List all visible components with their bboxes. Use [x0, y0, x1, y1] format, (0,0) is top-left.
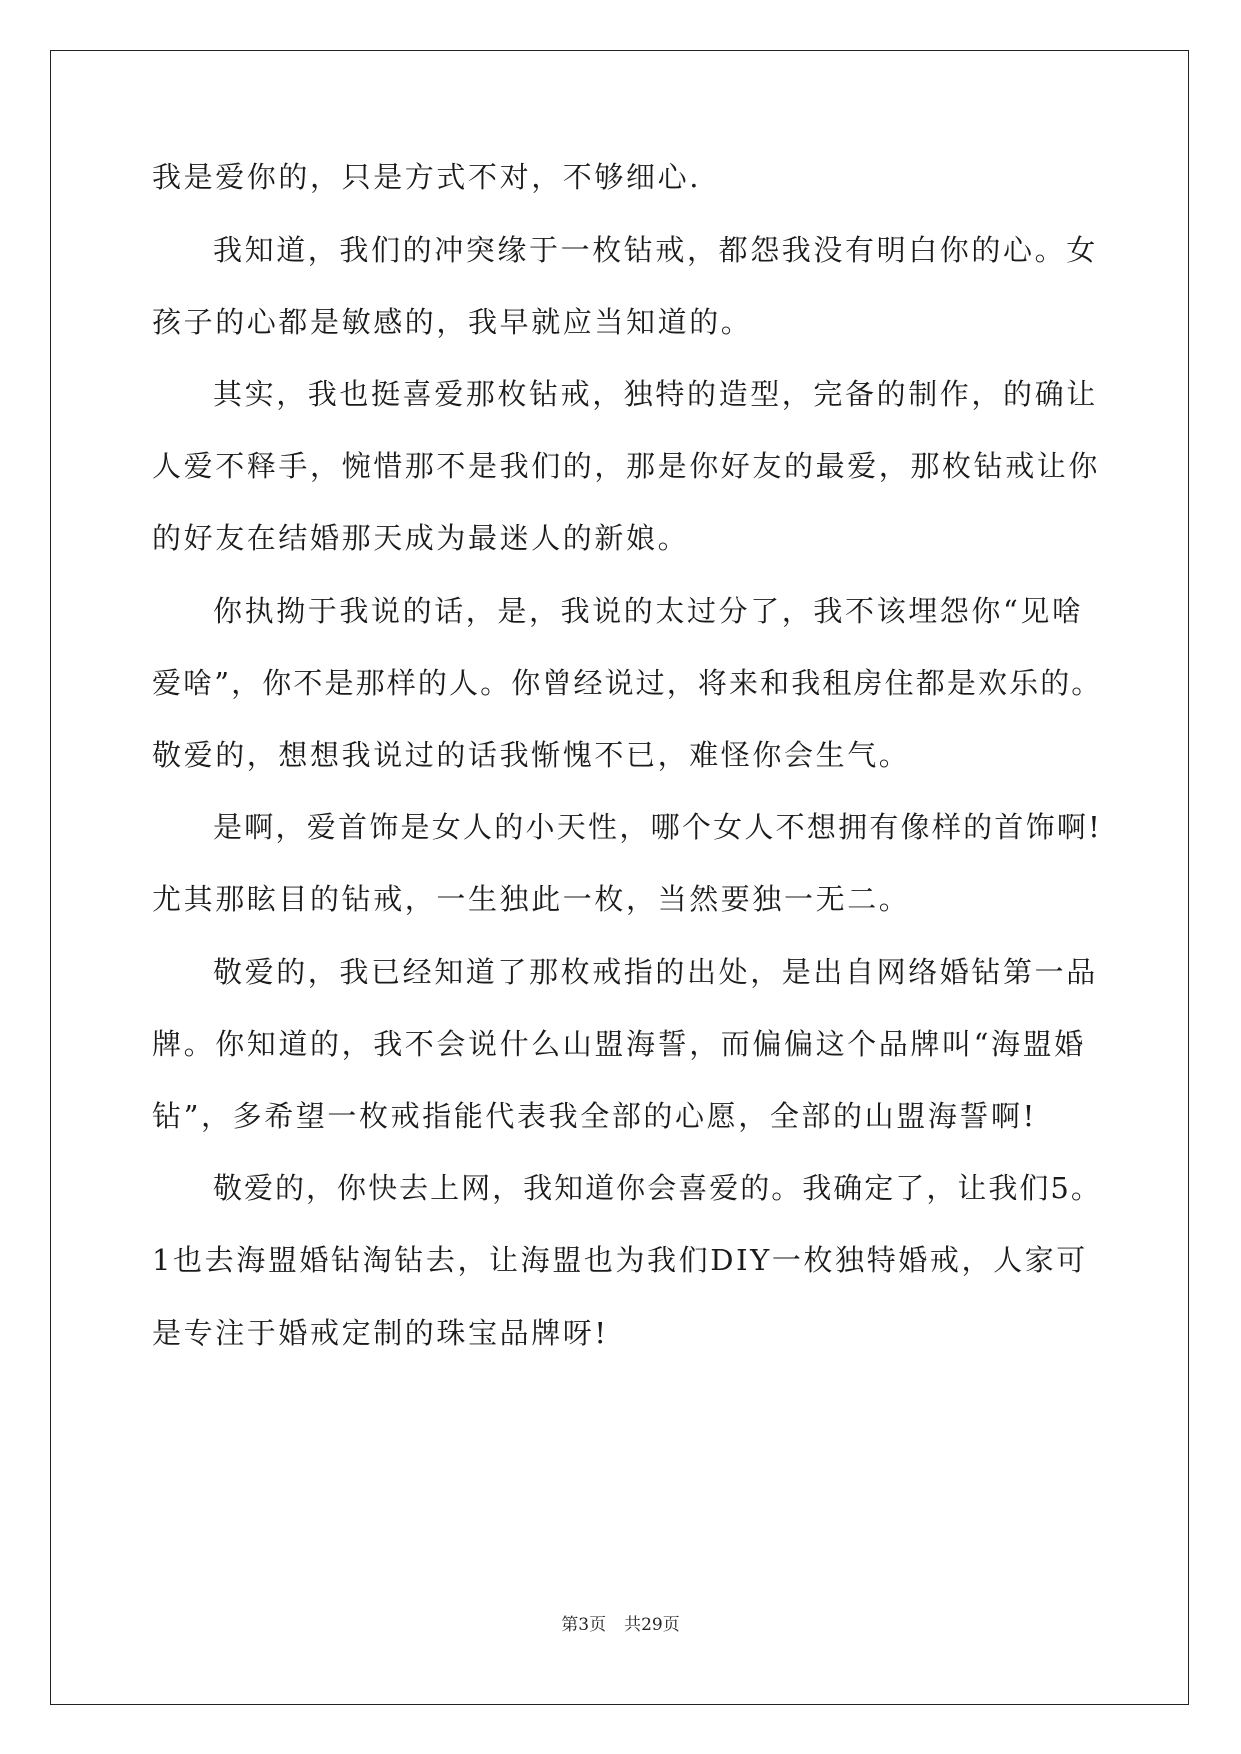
page-border — [50, 50, 1189, 1705]
paragraph-line: 敬爱的，你快去上网，我知道你会喜爱的。我确定了，让我们5。 — [213, 1171, 1102, 1205]
text-line: 1也去海盟婚钻淘钻去，让海盟也为我们DIY一枚独特婚戒，人家可 — [152, 1243, 1088, 1277]
text-line: 的好友在结婚那天成为最迷人的新娘。 — [152, 521, 690, 555]
paragraph-line: 你执拗于我说的话，是，我说的太过分了，我不该埋怨你“见啥 — [213, 594, 1084, 628]
page-footer — [0, 1610, 1241, 1635]
text-line: 爱啥”，你不是那样的人。你曾经说过，将来和我租房住都是欢乐的。 — [152, 666, 1103, 700]
paragraph-line: 是啊，爱首饰是女人的小天性，哪个女人不想拥有像样的首饰啊! — [213, 810, 1103, 844]
text-line: 敬爱的，想想我说过的话我惭愧不已，难怪你会生气。 — [152, 738, 911, 772]
text-line: 牌。你知道的，我不会说什么山盟海誓，而偏偏这个品牌叫“海盟婚 — [152, 1027, 1086, 1061]
text-line: 我是爱你的，只是方式不对，不够细心. — [152, 160, 702, 194]
text-line: 尤其那眩目的钻戒，一生独此一枚，当然要独一无二。 — [152, 882, 911, 916]
paragraph-line: 其实，我也挺喜爱那枚钻戒，独特的造型，完备的制作，的确让 — [213, 377, 1098, 411]
text-line: 人爱不释手，惋惜那不是我们的，那是你好友的最爱，那枚钻戒让你 — [152, 449, 1101, 483]
text-line: 钻”，多希望一枚戒指能代表我全部的心愿，全部的山盟海誓啊! — [152, 1099, 1037, 1133]
paragraph-line: 我知道，我们的冲突缘于一枚钻戒，都怨我没有明白你的心。女 — [213, 233, 1098, 267]
text-line: 是专注于婚戒定制的珠宝品牌呀! — [152, 1316, 609, 1350]
page-number: 第3页 — [561, 1615, 607, 1635]
text-line: 孩子的心都是敏感的，我早就应当知道的。 — [152, 305, 753, 339]
paragraph-line: 敬爱的，我已经知道了那枚戒指的出处，是出自网络婚钻第一品 — [213, 955, 1098, 989]
page-total: 共29页 — [624, 1615, 680, 1635]
